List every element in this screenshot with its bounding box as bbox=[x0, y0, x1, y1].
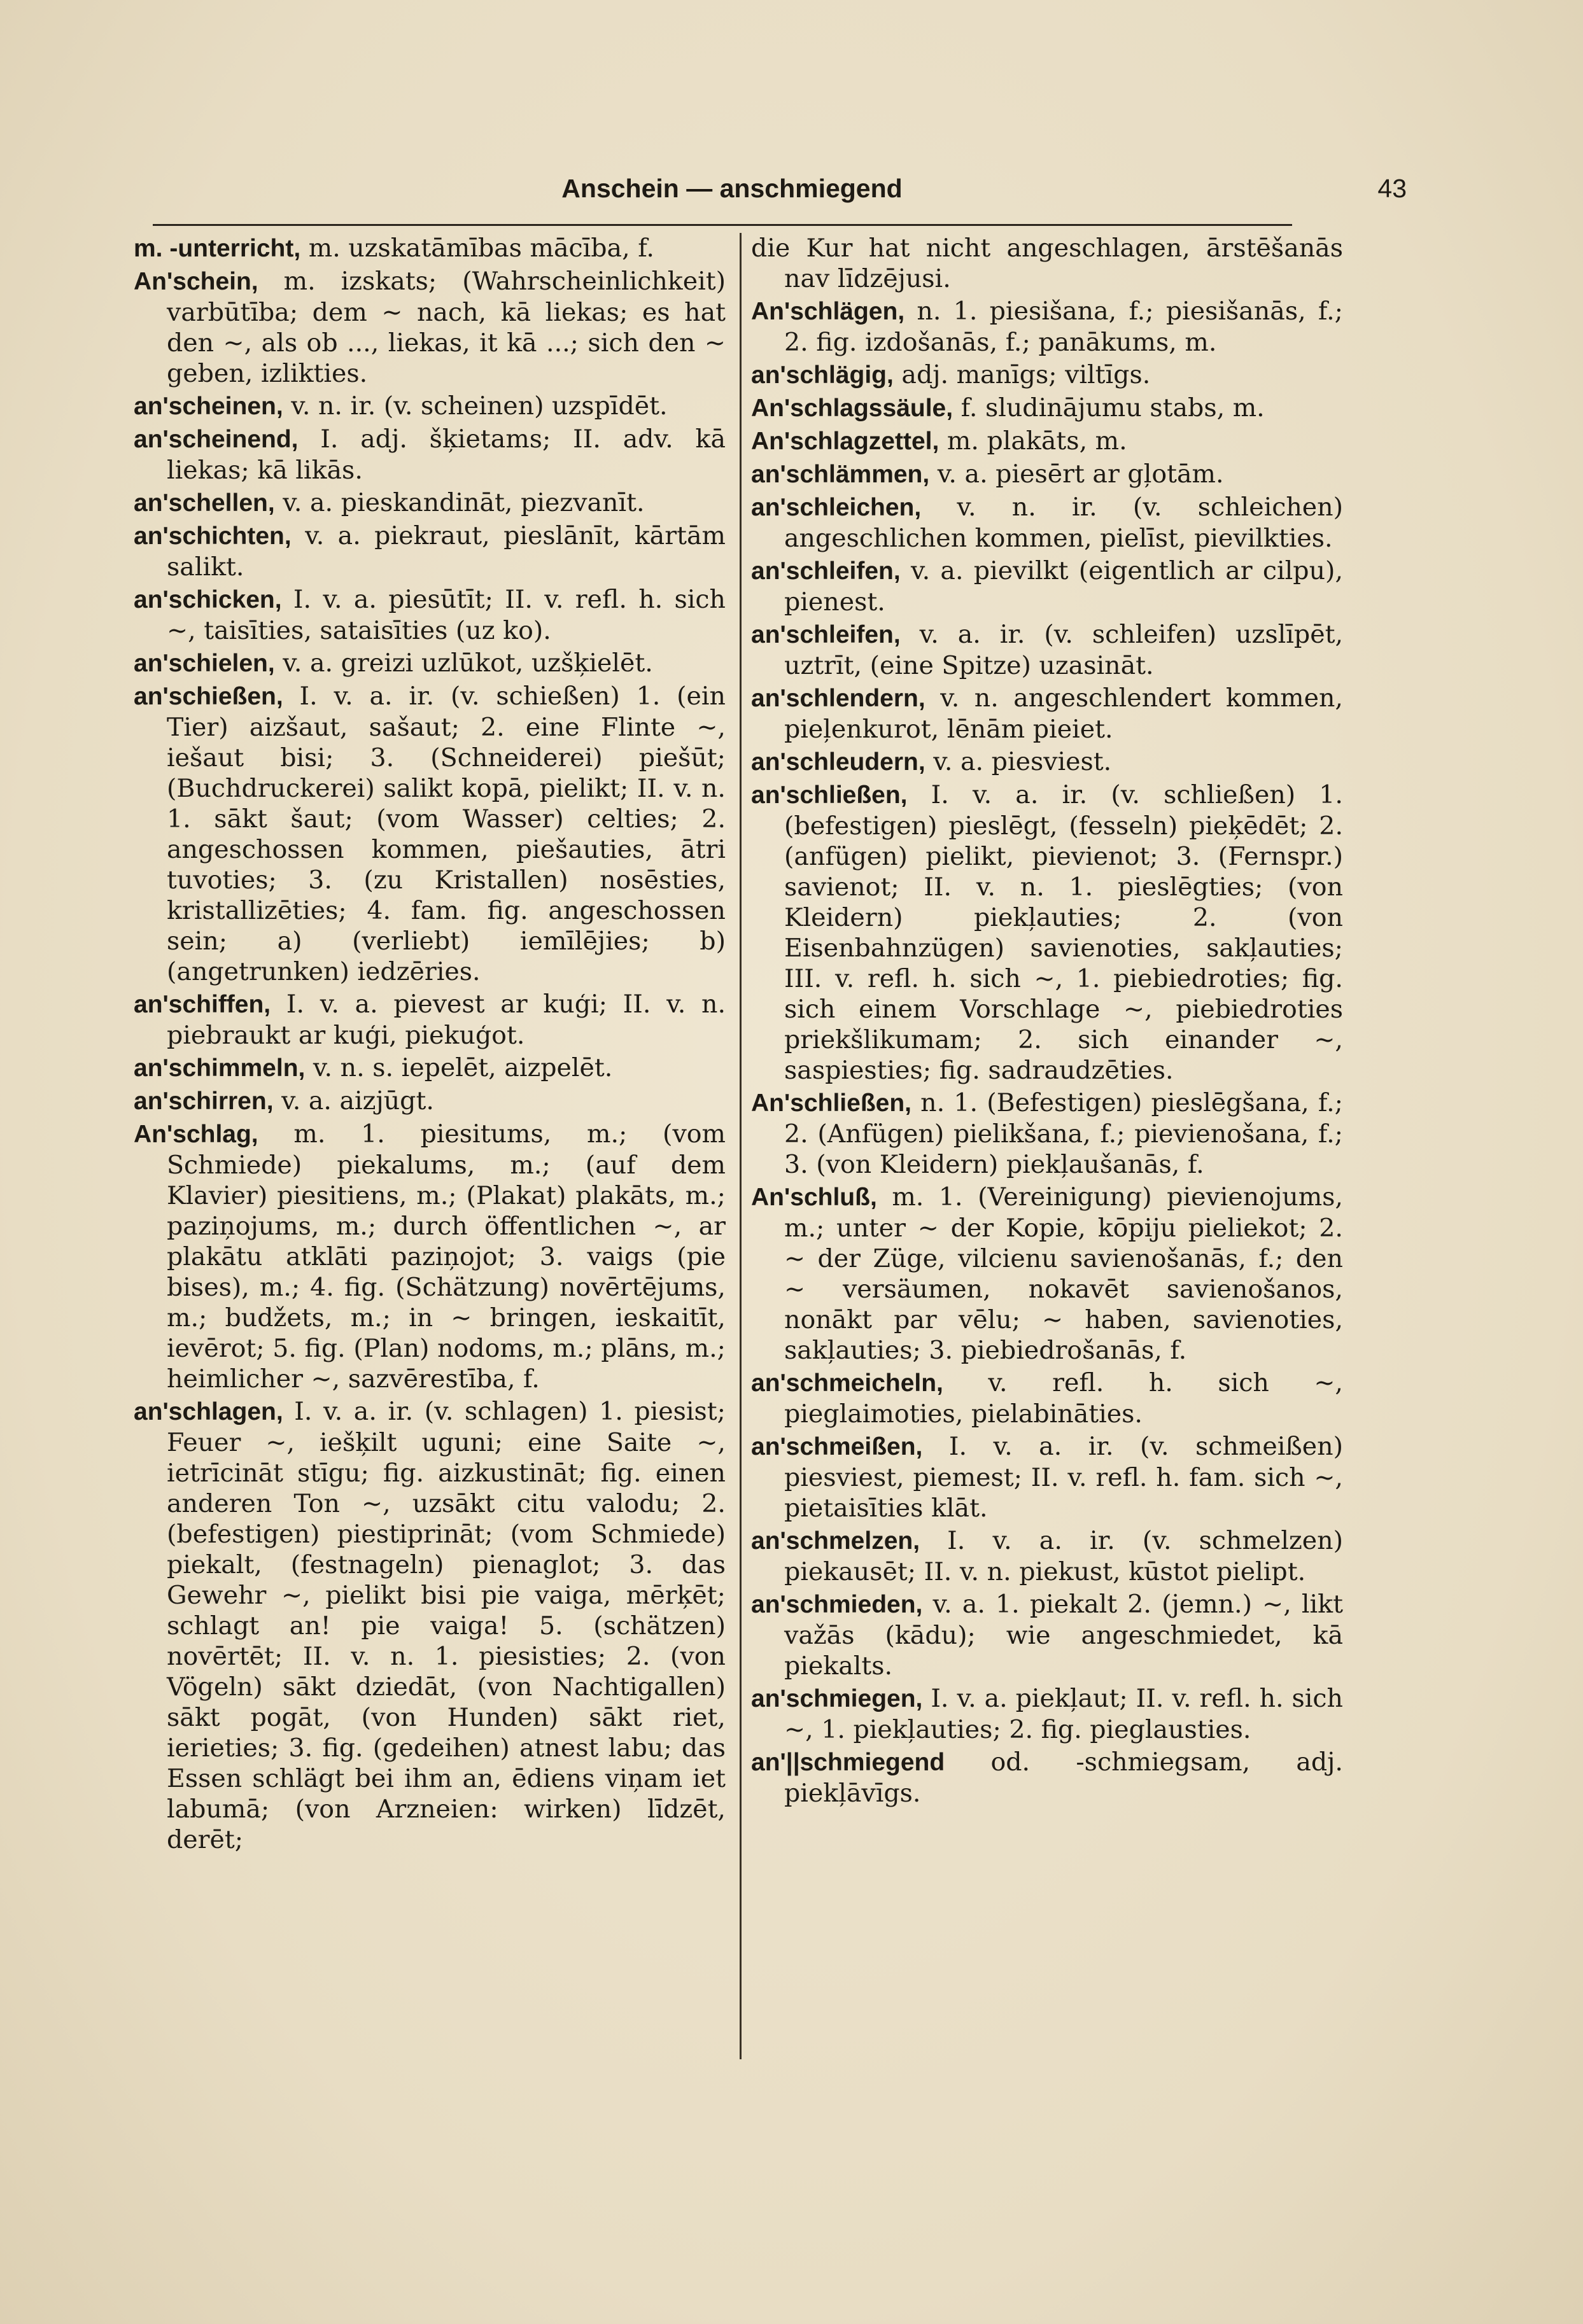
entry-headword: an'schmeißen, bbox=[751, 1433, 923, 1460]
dictionary-entry bbox=[751, 746, 1343, 778]
entry-definition: od. -schmiegsam, adj. piekļāvīgs. bbox=[784, 1747, 1343, 1808]
dictionary-entry bbox=[134, 487, 726, 519]
entry-definition: v. a. pievilkt (eigentlich ar cilpu), pienest. bbox=[784, 556, 1343, 617]
entry-headword: an'schießen, bbox=[134, 683, 283, 710]
dictionary-entry bbox=[751, 1683, 1343, 1745]
dictionary-entry bbox=[751, 1088, 1343, 1180]
entry-headword: An'schlagssäule, bbox=[751, 395, 953, 422]
entry-definition: m. 1. (Vereinigung) pievienojums, m.; unter ~ der Kopie, kōpiju pieliekot; 2. ~ der Züge, vilcienu savienošanās, f.; den ~ versäumen, nokavēt savienošanos, nonākt par vēlu; ~ haben, savienoties, sakļauties; 3. piebiedrošanās, f. bbox=[784, 1182, 1343, 1365]
entry-definition: I. v. a. pievest ar kuģi; II. v. n. piebraukt ar kuģi, piekuģot. bbox=[167, 990, 726, 1050]
page-number: 43 bbox=[1377, 174, 1407, 203]
dictionary-entry bbox=[751, 1525, 1343, 1587]
entry-headword: an'schichten, bbox=[134, 522, 292, 550]
entry-definition: adj. manīgs; viltīgs. bbox=[893, 360, 1151, 389]
dictionary-entry bbox=[134, 521, 726, 582]
dictionary-entry bbox=[751, 619, 1343, 681]
dictionary-entry bbox=[134, 1086, 726, 1117]
dictionary-entry bbox=[751, 393, 1343, 424]
page-header bbox=[153, 171, 1407, 215]
entry-definition: v. refl. h. sich ~, pieglaimoties, pielabināties. bbox=[784, 1368, 1343, 1429]
dictionary-entry bbox=[751, 1368, 1343, 1429]
entry-headword: an'schlägig, bbox=[751, 361, 894, 389]
right-column bbox=[751, 233, 1343, 1810]
entry-definition: m. uzskatāmības mācība, f. bbox=[300, 234, 654, 263]
dictionary-entry bbox=[751, 459, 1343, 490]
entry-definition: I. adj. šķietams; II. adv. kā liekas; kā likās. bbox=[167, 424, 726, 485]
entry-definition: I. v. a. piesūtīt; II. v. refl. h. sich ~, taisīties, sataisīties (uz ko). bbox=[167, 585, 726, 645]
entry-headword: an'schleudern, bbox=[751, 748, 925, 776]
entry-definition: I. v. a. ir. (v. schießen) 1. (ein Tier) aizšaut, sašaut; 2. eine Flinte ~, iešaut bisi; 3. (Schneiderei) piešūt; (Buchdruckerei) salikt kopā, pielikt; II. v. n. 1. sākt šaut; (vom Wasser) celties; 2. angeschossen kommen, piešauties, ātri tuvoties; 3. (zu Kristallen) nosēsties, kristallizēties; 4. fam. fig. angeschossen sein; a) (verliebt) iemīlējies; b) (angetrunken) iedzēries. bbox=[167, 682, 726, 986]
dictionary-entry bbox=[134, 424, 726, 486]
dictionary-entry bbox=[751, 780, 1343, 1086]
entry-definition: v. a. piekraut, pieslānīt, kārtām salikt. bbox=[167, 521, 726, 582]
dictionary-entry bbox=[751, 1589, 1343, 1681]
entry-definition: v. n. angeschlendert kommen, pieļenkurot, lēnām pieiet. bbox=[784, 683, 1343, 744]
entry-headword: An'schließen, bbox=[751, 1089, 911, 1117]
entry-headword: An'schein, bbox=[134, 268, 258, 295]
entry-headword: an'schellen, bbox=[134, 489, 275, 517]
running-title: Anschein — anschmiegend bbox=[561, 174, 903, 203]
dictionary-entry bbox=[751, 492, 1343, 554]
entry-headword: an'schleifen, bbox=[751, 621, 901, 648]
entry-headword: an'schleichen, bbox=[751, 494, 922, 521]
entry-definition: v. a. ir. (v. schleifen) uzslīpēt, uztrīt, (eine Spitze) uzasināt. bbox=[784, 620, 1343, 680]
entry-headword: an'schirren, bbox=[134, 1088, 274, 1115]
entry-headword: an'schmieden, bbox=[751, 1591, 923, 1618]
entry-definition: I. v. a. ir. (v. schließen) 1. (befestigen) pieslēgt, (fesseln) pieķēdēt; 2. (anfügen) pielikt, pievienot; 3. (Fernspr.) savienot; II. v. n. 1. pieslēgties; (von Kleidern) piekļauties; 2. (von Eisenbahnzügen) savienoties, sakļauties; III. v. refl. h. sich ~, 1. piebiedroties; fig. sich einem Vorschlage ~, piebiedroties priekšlikumam; 2. sich einander ~, saspiesties; fig. sadraudzēties. bbox=[784, 780, 1343, 1085]
entry-headword: an'schmelzen, bbox=[751, 1527, 920, 1555]
entry-definition: v. a. piesviest. bbox=[925, 747, 1112, 776]
entry-headword: an'scheinen, bbox=[134, 393, 283, 420]
entry-headword: m. -unterricht, bbox=[134, 235, 301, 262]
entry-definition: v. a. aizjūgt. bbox=[273, 1086, 434, 1116]
dictionary-entry bbox=[751, 233, 1343, 294]
dictionary-entry bbox=[134, 233, 726, 264]
entry-definition: v. a. piesērt ar gļotām. bbox=[929, 459, 1224, 489]
entry-definition: m. 1. piesitums, m.; (vom Schmiede) piekalums, m.; (auf dem Klavier) piesitiens, m.; (Plakat) plakāts, m.; paziņojums, m.; durch öffentlichen ~, ar plakātu atklāti paziņojot; 3. vaigs (pie bises), m.; 4. fig. (Schätzung) novērtējums, m.; budžets, m.; in ~ bringen, ieskaitīt, ievērot; 5. fig. (Plan) nodoms, m.; plāns, m.; heimlicher ~, sazvērestība, f. bbox=[167, 1119, 726, 1394]
dictionary-entry bbox=[134, 1053, 726, 1084]
entry-headword: An'schlagzettel, bbox=[751, 428, 939, 455]
entry-headword: an'schmiegen, bbox=[751, 1685, 923, 1712]
entry-headword: an'schließen, bbox=[751, 781, 908, 809]
entry-definition: v. a. greizi uzlūkot, uzšķielēt. bbox=[274, 648, 653, 678]
dictionary-entry bbox=[751, 556, 1343, 617]
entry-headword: An'schlägen, bbox=[751, 298, 905, 325]
entry-headword: An'schlag, bbox=[134, 1121, 258, 1148]
dictionary-entry bbox=[134, 648, 726, 679]
entry-definition: I. v. a. ir. (v. schmeißen) piesviest, piemest; II. v. refl. h. fam. sich ~, pietaisīties klāt. bbox=[784, 1432, 1343, 1523]
entry-definition: die Kur hat nicht angeschlagen, ārstēšanās nav līdzējusi. bbox=[751, 234, 1343, 293]
column-divider bbox=[740, 233, 742, 2059]
entry-definition: v. n. s. iepelēt, aizpelēt. bbox=[305, 1053, 613, 1082]
dictionary-entry bbox=[134, 989, 726, 1051]
dictionary-entry bbox=[134, 391, 726, 422]
dictionary-entry bbox=[751, 1747, 1343, 1809]
entry-headword: an'||schmiegend bbox=[751, 1749, 945, 1776]
entry-definition: m. izskats; (Wahrscheinlichkeit) varbūtība; dem ~ nach, kā liekas; es hat den ~, als ob ..., liekas, it kā ...; sich den ~ geben, izlikties. bbox=[167, 267, 726, 388]
entry-definition: n. 1. piesišana, f.; piesišanās, f.; 2. fig. izdošanās, f.; panākums, m. bbox=[784, 297, 1343, 357]
entry-definition: m. plakāts, m. bbox=[939, 426, 1127, 456]
dictionary-entry bbox=[751, 426, 1343, 457]
entry-definition: f. sludinājumu stabs, m. bbox=[953, 393, 1265, 423]
entry-definition: I. v. a. piekļaut; II. v. refl. h. sich ~, 1. piekļauties; 2. fig. pieglausties. bbox=[784, 1684, 1343, 1744]
header-rule bbox=[153, 224, 1292, 226]
left-column bbox=[134, 233, 726, 1857]
entry-definition: I. v. a. ir. (v. schlagen) 1. piesist; Feuer ~, iešķilt uguni; eine Saite ~, ietrīcināt stīgu; fig. aizkustināt; fig. einen anderen Ton ~, uzsākt citu valodu; 2. (befestigen) piestiprināt; (vom Schmiede) piekalt, (festnageln) pienaglot; 3. das Gewehr ~, pielikt bisi pie vaiga, mērķēt; schlagt an! pie vaiga! 5. (schätzen) novērtēt; II. v. n. 1. piesisties; 2. (von Vögeln) sākt dziedāt, (von Nachtigallen) sākt pogāt, (von Hunden) sākt riet, ierieties; 3. fig. (gedeihen) atnest labu; das Essen schlägt bei ihm an, ēdiens viņam iet labumā; (von Arzneien: wirken) līdzēt, derēt; bbox=[167, 1397, 726, 1854]
dictionary-entry bbox=[134, 1396, 726, 1855]
dictionary-entry bbox=[134, 681, 726, 987]
entry-headword: an'schimmeln, bbox=[134, 1054, 306, 1082]
entry-headword: an'schicken, bbox=[134, 586, 282, 613]
dictionary-entry bbox=[751, 296, 1343, 358]
entry-headword: an'scheinend, bbox=[134, 426, 299, 453]
dictionary-entry bbox=[751, 683, 1343, 745]
entry-definition: v. n. ir. (v. schleichen) angeschlichen kommen, pielīst, pievilkties. bbox=[784, 493, 1343, 553]
entry-headword: an'schmeicheln, bbox=[751, 1369, 943, 1397]
dictionary-entry bbox=[134, 1119, 726, 1394]
dictionary-entry bbox=[751, 1431, 1343, 1523]
entry-definition: v. a. pieskandināt, piezvanīt. bbox=[274, 488, 645, 517]
entry-definition: v. n. ir. (v. scheinen) uzspīdēt. bbox=[283, 391, 668, 421]
entry-headword: an'schlendern, bbox=[751, 685, 925, 712]
entry-headword: an'schielen, bbox=[134, 650, 275, 677]
entry-definition: n. 1. (Befestigen) pieslēgšana, f.; 2. (Anfügen) pielikšana, f.; pievienošana, f.; 3. (von Kleidern) piekļaušanās, f. bbox=[784, 1088, 1343, 1179]
entry-definition: v. a. 1. piekalt 2. (jemn.) ~, likt važās (kādu); wie angeschmiedet, kā piekalts. bbox=[784, 1590, 1343, 1681]
dictionary-entry bbox=[134, 266, 726, 389]
entry-headword: an'schlagen, bbox=[134, 1398, 283, 1425]
entry-headword: An'schluß, bbox=[751, 1184, 877, 1211]
entry-headword: an'schleifen, bbox=[751, 557, 901, 585]
dictionary-entry bbox=[751, 360, 1343, 391]
dictionary-entry bbox=[134, 584, 726, 646]
entry-headword: an'schiffen, bbox=[134, 991, 271, 1018]
dictionary-entry bbox=[751, 1182, 1343, 1366]
entry-headword: an'schlämmen, bbox=[751, 461, 930, 488]
entry-definition: I. v. a. ir. (v. schmelzen) piekausēt; II. v. n. piekust, kūstot pielipt. bbox=[784, 1526, 1343, 1586]
